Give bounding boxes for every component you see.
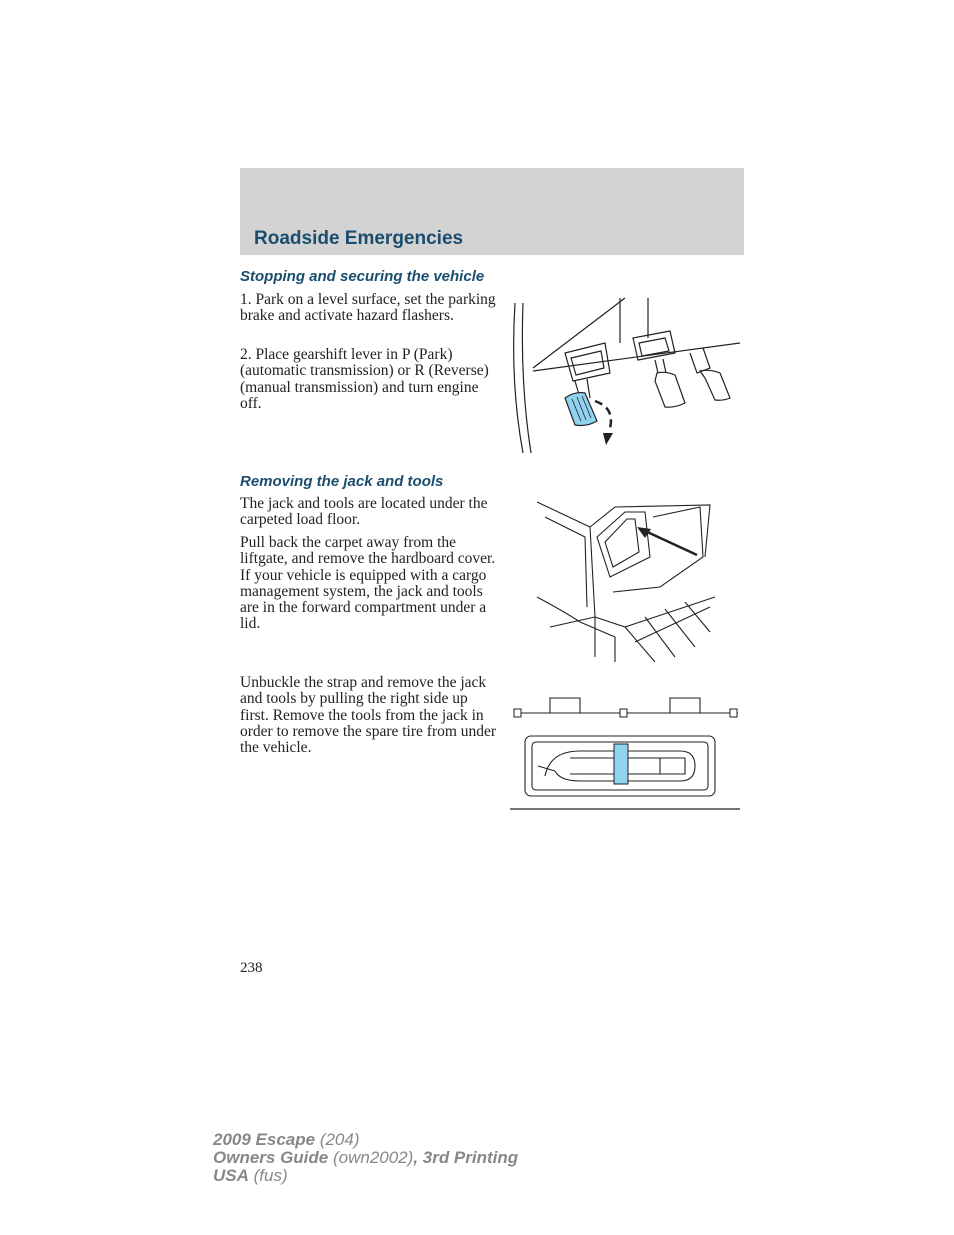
footer-guide: Owners Guide (213, 1148, 329, 1167)
paragraph-unbuckle-strap: Unbuckle the strap and remove the jack and tools by pulling the right side up first. Remove the tools from the jack in order to remove the spare tire from under the vehicle. (240, 674, 497, 757)
footer-region-code: (fus) (248, 1166, 288, 1185)
paragraph-gearshift-step: 2. Place gearshift lever in P (Park) (automatic transmission) or R (Reverse) (manual transmission) and turn engine off. (240, 346, 489, 412)
paragraph-jack-location: The jack and tools are located under the carpeted load floor. (240, 495, 488, 529)
section-title: Roadside Emergencies (254, 228, 464, 249)
footer-model: 2009 Escape (213, 1130, 316, 1149)
page-number: 238 (240, 960, 263, 976)
footer-model-code: (204) (315, 1130, 360, 1149)
paragraph-pull-carpet: Pull back the carpet away from the liftgate, and remove the hardboard cover. If your vehicle is equipped with a cargo management system, the jack and tools are in the forward compartment under a lid. (240, 534, 496, 633)
cargo-area-illustration (535, 497, 717, 662)
footer-guide-code: (own2002) (328, 1148, 414, 1167)
heading-stopping-vehicle: Stopping and securing the vehicle (240, 268, 485, 285)
jack-strap-illustration (510, 696, 742, 812)
footer-printing: , 3rd Printing (413, 1148, 519, 1167)
paragraph-park-step: 1. Park on a level surface, set the parking brake and activate hazard flashers. (240, 291, 496, 325)
heading-removing-jack: Removing the jack and tools (240, 473, 444, 490)
footer-region: USA (213, 1166, 249, 1185)
pedal-illustration (505, 293, 745, 455)
document-footer (213, 1131, 518, 1185)
